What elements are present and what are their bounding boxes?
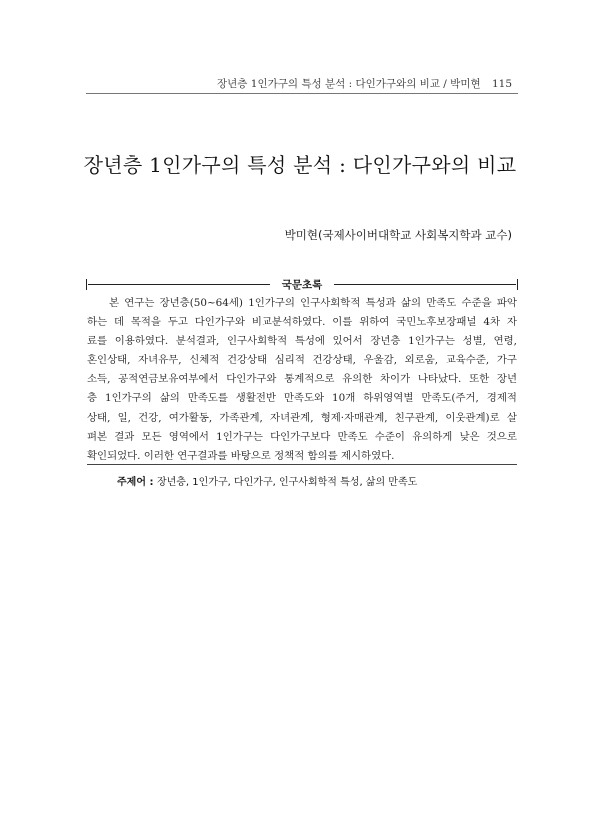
abstract-word: 10개: [331, 392, 356, 405]
abstract-heading-right-rule: [334, 284, 516, 285]
author-affiliation: 박미현(국제사이버대학교 사회복지학과 교수): [284, 228, 512, 242]
abstract-word: 1인가구의: [104, 392, 152, 405]
abstract-word: 가구: [496, 354, 517, 367]
abstract-word: 이를: [332, 316, 353, 329]
abstract-word: 상태,: [87, 411, 111, 424]
abstract-line: 확인되었다. 이러한 연구결과를 바탕으로 정책적 함의를 제시하였다.: [87, 449, 395, 462]
abstract-word: 장년층: [370, 335, 401, 348]
abstract-word: 장년층(50~64세): [159, 297, 243, 309]
abstract-word: 심리적: [274, 354, 305, 367]
abstract-word: 있어서: [332, 335, 363, 348]
abstract-word: 데: [113, 316, 124, 329]
abstract-line: [87, 332, 517, 351]
abstract-word: 만족도: [426, 297, 457, 309]
abstract-word: 본: [109, 297, 120, 309]
abstract-heading-label: 국문초록: [281, 279, 323, 291]
abstract-word: 특성과: [365, 297, 396, 309]
abstract-word: 혼인상태,: [87, 354, 131, 367]
abstract-line: [87, 409, 517, 428]
abstract-line: [87, 351, 517, 370]
abstract-word: 다인가구와: [194, 316, 245, 329]
abstract-word: 국민노후보장패널: [396, 316, 477, 329]
running-header-text: 장년층 1인가구의 특성 분석 : 다인가구와의 비교 / 박미현: [217, 78, 481, 90]
abstract-word: 영역에서: [168, 430, 209, 443]
running-header: [217, 76, 512, 91]
abstract-word: 두고: [167, 316, 188, 329]
keywords-list: 장년층, 1인가구, 다인가구, 인구사회학적 특성, 삶의 만족도: [156, 477, 418, 488]
abstract-word: 낮은: [459, 430, 480, 443]
abstract-word: 다인가구와: [226, 373, 277, 386]
abstract-word: 통계적으로: [284, 373, 335, 386]
abstract-word: 차이가: [380, 373, 411, 386]
abstract-word: 자녀유무,: [138, 354, 182, 367]
abstract-word: 유의한: [342, 373, 373, 386]
abstract-word: 이용하였다.: [114, 335, 169, 348]
abstract-word: 삶의: [400, 297, 421, 309]
abstract-word: 건강상태,: [312, 354, 356, 367]
abstract-heading-left-cap: [86, 279, 87, 290]
abstract-body: [87, 294, 517, 466]
abstract-word: 우울감,: [363, 354, 398, 367]
abstract-word: 모든: [141, 430, 162, 443]
abstract-word: 가족관계,: [219, 411, 263, 424]
abstract-word: 인구사회학적: [226, 335, 288, 348]
abstract-word: 경제적: [486, 392, 517, 405]
abstract-word: 다인가구보다: [270, 430, 331, 443]
abstract-word: 만족도를: [187, 392, 228, 405]
abstract-word: 자: [506, 316, 517, 329]
abstract-word: 수준을: [461, 297, 492, 309]
abstract-word: 목적을: [130, 316, 161, 329]
abstract-word: 층: [87, 392, 98, 405]
abstract-word: 친구관계,: [394, 411, 439, 424]
abstract-line: [87, 389, 517, 408]
abstract-word: 나타났다.: [417, 373, 462, 386]
abstract-word: 장년: [496, 373, 517, 386]
abstract-word: 건강,: [138, 411, 162, 424]
abstract-word: 만족도와: [283, 392, 325, 405]
abstract-word: 비교분석하였다.: [251, 316, 326, 329]
abstract-heading-left-rule: [88, 284, 270, 285]
abstract-word: 외로움,: [404, 354, 439, 367]
abstract-word: 삶의: [159, 392, 180, 405]
abstract-word: 교육수준,: [445, 354, 490, 367]
abstract-word: 만족도(주거,: [421, 392, 479, 405]
abstract-word: 위하여: [359, 316, 390, 329]
abstract-word: 성별,: [462, 335, 486, 348]
abstract-word: 결과: [114, 430, 135, 443]
abstract-heading: [86, 277, 518, 293]
abstract-word: 펴본: [87, 430, 108, 443]
abstract-word: 또한: [469, 373, 490, 386]
abstract-word: 만족도: [337, 430, 368, 443]
abstract-line: [87, 313, 517, 332]
abstract-word: 살: [506, 411, 517, 424]
abstract-word: 4차: [483, 316, 500, 329]
abstract-word: 파악: [496, 297, 517, 309]
abstract-word: 유의하게: [412, 430, 453, 443]
abstract-line: [87, 428, 517, 447]
abstract-word: 일,: [117, 411, 131, 424]
abstract-word: 하는: [87, 316, 108, 329]
abstract-word: 1인가구는: [408, 335, 455, 348]
abstract-word: 수준이: [374, 430, 405, 443]
abstract-bottom-rule: [87, 464, 517, 465]
header-rule: [86, 93, 518, 94]
abstract-word: 1인가구는: [216, 430, 263, 443]
abstract-heading-right-cap: [517, 279, 518, 290]
abstract-word: 자녀관계,: [270, 411, 314, 424]
abstract-word: 연령,: [493, 335, 517, 348]
abstract-word: 것으로: [486, 430, 517, 443]
keywords-label: 주제어: [117, 477, 146, 488]
paper-title: 장년층 1인가구의 특성 분석 : 다인가구와의 비교: [83, 153, 517, 177]
page-number: 115: [491, 78, 512, 90]
abstract-word: 인구사회학적: [300, 297, 361, 309]
abstract-word: 형제·자매관계,: [320, 411, 388, 424]
abstract-word: 료를: [87, 335, 108, 348]
abstract-word: 분석결과,: [175, 335, 220, 348]
abstract-word: 건강상태: [226, 354, 268, 367]
keywords: [117, 473, 417, 488]
abstract-word: 연구는: [124, 297, 155, 309]
keywords-separator: :: [145, 477, 157, 488]
abstract-word: 소득,: [87, 373, 111, 386]
abstract-line: [87, 294, 517, 313]
abstract-word: 특성에: [294, 335, 325, 348]
abstract-word: 이웃관계)로: [445, 411, 500, 424]
abstract-word: 공적연금보유여부에서: [118, 373, 219, 386]
abstract-word: 1인가구의: [248, 297, 295, 309]
abstract-word: 신체적: [189, 354, 220, 367]
abstract-word: 생활전반: [235, 392, 276, 405]
abstract-word: 여가활동,: [168, 411, 213, 424]
abstract-word: 하위영역별: [363, 392, 414, 405]
abstract-line: [87, 370, 517, 389]
